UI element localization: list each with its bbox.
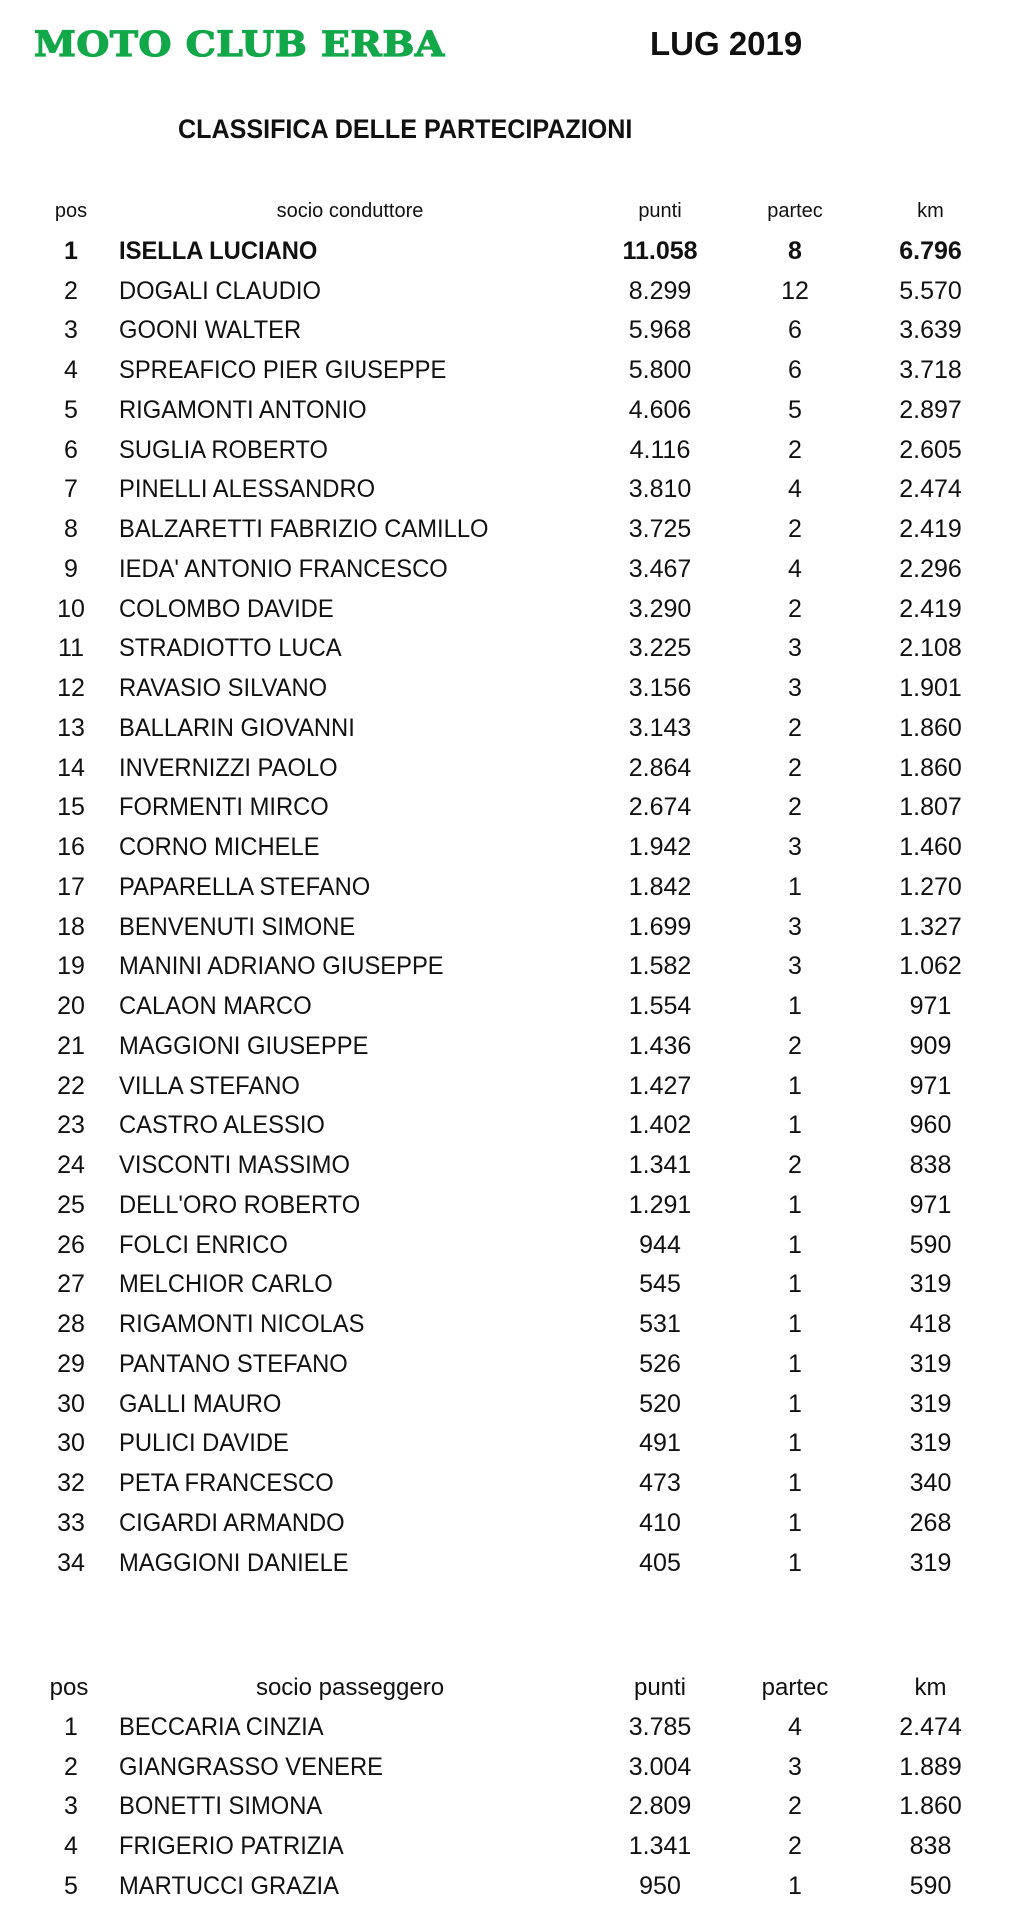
cell-partec: 2 <box>788 435 802 464</box>
cell-partec: 1 <box>788 1111 802 1140</box>
cell-partec: 6 <box>788 316 802 345</box>
table-row <box>0 1385 1028 1425</box>
cell-km: 268 <box>909 1508 952 1537</box>
passengers-table-body <box>0 1708 1028 1907</box>
cell-pos: 33 <box>57 1508 85 1537</box>
cell-pos: 5 <box>64 1871 78 1900</box>
cell-km: 2.897 <box>899 395 962 424</box>
cell-pos: 26 <box>57 1230 85 1259</box>
cell-pos: 3 <box>64 1792 78 1821</box>
cell-partec: 1 <box>788 1270 802 1299</box>
cell-partec: 1 <box>788 1389 802 1418</box>
cell-partec: 3 <box>788 912 802 941</box>
column-header-name: socio conduttore <box>276 200 424 222</box>
passengers-table-header <box>0 1668 1028 1708</box>
table-row <box>0 788 1028 828</box>
cell-km: 340 <box>909 1469 952 1497</box>
cell-km: 418 <box>909 1310 952 1338</box>
cell-punti: 3.290 <box>628 594 692 623</box>
cell-pos: 7 <box>64 475 78 504</box>
table-row <box>0 391 1028 431</box>
cell-name: MAGGIONI DANIELE <box>119 1548 349 1577</box>
cell-pos: 15 <box>57 793 85 822</box>
cell-punti: 1.402 <box>628 1111 692 1140</box>
drivers-table <box>0 192 1028 1583</box>
cell-km: 2.605 <box>899 435 962 464</box>
cell-pos: 3 <box>64 316 78 345</box>
table-row <box>0 908 1028 948</box>
cell-name: FRIGERIO PATRIZIA <box>119 1832 344 1860</box>
cell-km: 2.419 <box>899 515 962 543</box>
table-row <box>0 1186 1028 1226</box>
cell-pos: 25 <box>57 1190 85 1219</box>
cell-km: 909 <box>909 1031 952 1060</box>
cell-partec: 4 <box>788 475 802 504</box>
cell-pos: 19 <box>57 952 85 981</box>
column-header-partec: partec <box>767 200 823 222</box>
cell-partec: 2 <box>788 1151 802 1179</box>
cell-name: PULICI DAVIDE <box>119 1429 289 1458</box>
cell-pos: 20 <box>57 992 85 1020</box>
cell-partec: 6 <box>788 356 802 384</box>
table-row <box>0 1146 1028 1186</box>
cell-km: 319 <box>909 1548 952 1577</box>
cell-partec: 1 <box>788 1190 802 1219</box>
cell-pos: 11 <box>58 634 84 663</box>
cell-partec: 3 <box>788 634 802 663</box>
cell-partec: 3 <box>788 1752 802 1781</box>
cell-km: 590 <box>909 1871 952 1900</box>
table-row <box>0 987 1028 1027</box>
cell-punti: 3.225 <box>628 634 692 663</box>
cell-punti: 526 <box>639 1349 681 1378</box>
cell-km: 1.860 <box>899 1792 962 1821</box>
cell-pos: 16 <box>57 833 85 861</box>
cell-punti: 1.291 <box>628 1190 692 1219</box>
cell-partec: 5 <box>788 395 802 424</box>
cell-pos: 8 <box>64 515 78 543</box>
cell-partec: 4 <box>788 554 802 583</box>
cell-partec: 3 <box>788 833 802 861</box>
cell-pos: 12 <box>57 674 85 702</box>
cell-name: MANINI ADRIANO GIUSEPPE <box>119 952 444 981</box>
table-row <box>0 669 1028 709</box>
cell-name: GIANGRASSO VENERE <box>119 1752 383 1781</box>
table-row <box>0 1748 1028 1788</box>
cell-name: CASTRO ALESSIO <box>119 1111 325 1140</box>
cell-name: VILLA STEFANO <box>119 1071 300 1100</box>
table-row <box>0 868 1028 908</box>
cell-punti: 3.725 <box>628 515 692 543</box>
cell-pos: 27 <box>57 1270 85 1299</box>
cell-name: DOGALI CLAUDIO <box>119 276 321 305</box>
cell-km: 960 <box>909 1111 952 1140</box>
cell-pos: 1 <box>64 236 78 265</box>
drivers-table-body <box>0 232 1028 1584</box>
cell-punti: 473 <box>639 1469 681 1497</box>
cell-punti: 5.968 <box>628 316 692 345</box>
cell-punti: 1.842 <box>628 872 692 901</box>
cell-partec: 1 <box>788 1349 802 1378</box>
cell-name: BALLARIN GIOVANNI <box>119 713 355 742</box>
cell-km: 1.807 <box>899 793 962 822</box>
cell-punti: 1.427 <box>628 1071 692 1100</box>
cell-pos: 30 <box>57 1389 85 1418</box>
cell-punti: 531 <box>639 1310 681 1338</box>
cell-punti: 1.341 <box>628 1151 692 1179</box>
cell-km: 971 <box>909 1190 952 1219</box>
table-row <box>0 470 1028 510</box>
cell-km: 5.570 <box>899 276 962 305</box>
cell-pos: 4 <box>64 1832 78 1860</box>
cell-partec: 4 <box>788 1712 802 1741</box>
cell-km: 6.796 <box>899 236 962 265</box>
cell-punti: 2.864 <box>628 753 692 782</box>
table-row <box>0 1424 1028 1464</box>
table-row <box>0 1827 1028 1867</box>
cell-km: 1.901 <box>899 674 962 702</box>
cell-punti: 950 <box>639 1871 681 1900</box>
cell-name: PINELLI ALESSANDRO <box>119 475 376 504</box>
table-row <box>0 311 1028 351</box>
club-logo-title: MOTO CLUB ERBA <box>34 24 445 65</box>
cell-partec: 8 <box>788 236 802 265</box>
cell-name: PETA FRANCESCO <box>119 1469 334 1497</box>
cell-punti: 1.582 <box>628 952 692 981</box>
table-row <box>0 1226 1028 1266</box>
cell-pos: 28 <box>57 1310 85 1338</box>
cell-punti: 2.674 <box>628 793 692 822</box>
cell-km: 1.460 <box>899 833 962 861</box>
period-label: LUG 2019 <box>650 25 803 62</box>
cell-partec: 1 <box>788 1310 802 1338</box>
cell-name: MELCHIOR CARLO <box>119 1270 333 1299</box>
cell-partec: 1 <box>788 992 802 1020</box>
table-row <box>0 1265 1028 1305</box>
cell-partec: 12 <box>781 276 809 305</box>
table-row <box>0 272 1028 312</box>
cell-km: 2.474 <box>899 475 962 504</box>
cell-partec: 1 <box>788 1548 802 1577</box>
cell-pos: 13 <box>57 713 85 742</box>
table-row <box>0 1027 1028 1067</box>
cell-punti: 405 <box>639 1548 681 1577</box>
cell-name: CALAON MARCO <box>119 992 312 1020</box>
cell-km: 1.062 <box>899 952 962 981</box>
cell-name: BENVENUTI SIMONE <box>119 912 356 941</box>
cell-pos: 18 <box>57 912 85 941</box>
cell-km: 3.718 <box>899 356 962 384</box>
cell-partec: 2 <box>788 793 802 822</box>
cell-punti: 520 <box>639 1389 681 1418</box>
table-row <box>0 1544 1028 1584</box>
cell-name: COLOMBO DAVIDE <box>119 594 334 623</box>
cell-partec: 2 <box>788 1792 802 1821</box>
table-row <box>0 629 1028 669</box>
table-row <box>0 828 1028 868</box>
cell-name: RAVASIO SILVANO <box>119 674 328 702</box>
cell-name: RIGAMONTI NICOLAS <box>119 1310 365 1338</box>
column-header-punti: punti <box>633 1674 687 1701</box>
cell-punti: 545 <box>639 1270 681 1299</box>
table-row <box>0 709 1028 749</box>
cell-punti: 410 <box>639 1508 681 1537</box>
cell-name: PAPARELLA STEFANO <box>119 872 371 901</box>
cell-punti: 491 <box>639 1429 681 1458</box>
cell-partec: 1 <box>788 1871 802 1900</box>
table-row <box>0 1708 1028 1748</box>
cell-pos: 23 <box>57 1111 85 1140</box>
table-row <box>0 749 1028 789</box>
column-header-name: socio passeggero <box>255 1674 445 1701</box>
table-row <box>0 351 1028 391</box>
cell-name: DELL'ORO ROBERTO <box>119 1190 361 1219</box>
table-row <box>0 590 1028 630</box>
cell-punti: 5.800 <box>628 356 692 384</box>
table-row <box>0 1464 1028 1504</box>
cell-partec: 1 <box>788 1071 802 1100</box>
cell-name: GALLI MAURO <box>119 1389 282 1418</box>
cell-punti: 3.785 <box>628 1712 692 1741</box>
cell-name: SUGLIA ROBERTO <box>119 435 328 464</box>
cell-km: 1.860 <box>899 753 962 782</box>
column-header-partec: partec <box>761 1674 829 1701</box>
cell-pos: 2 <box>64 276 78 305</box>
table-row <box>0 1345 1028 1385</box>
cell-km: 971 <box>909 992 952 1020</box>
cell-name: CIGARDI ARMANDO <box>119 1508 345 1537</box>
cell-name: IEDA' ANTONIO FRANCESCO <box>119 554 448 583</box>
cell-punti: 4.116 <box>629 435 691 464</box>
cell-punti: 1.436 <box>628 1031 692 1060</box>
cell-name: FOLCI ENRICO <box>119 1230 288 1259</box>
cell-partec: 2 <box>788 594 802 623</box>
cell-punti: 3.467 <box>628 554 692 583</box>
cell-km: 838 <box>909 1151 952 1179</box>
cell-partec: 1 <box>788 1469 802 1497</box>
table-row <box>0 1787 1028 1827</box>
cell-km: 3.639 <box>899 316 962 345</box>
cell-pos: 24 <box>57 1151 85 1179</box>
cell-km: 1.327 <box>899 912 962 941</box>
cell-partec: 2 <box>788 1832 802 1860</box>
cell-partec: 2 <box>788 713 802 742</box>
cell-km: 838 <box>909 1832 952 1860</box>
cell-partec: 1 <box>788 872 802 901</box>
column-header-pos: pos <box>54 200 88 222</box>
cell-pos: 29 <box>57 1349 85 1378</box>
cell-km: 1.889 <box>899 1752 962 1781</box>
cell-punti: 3.004 <box>628 1752 692 1781</box>
cell-km: 971 <box>909 1071 952 1100</box>
cell-punti: 2.809 <box>628 1792 692 1821</box>
cell-pos: 10 <box>57 594 85 623</box>
cell-pos: 14 <box>57 753 85 782</box>
cell-name: CORNO MICHELE <box>119 833 320 861</box>
cell-name: INVERNIZZI PAOLO <box>119 753 338 782</box>
cell-pos: 9 <box>64 554 78 583</box>
cell-name: SPREAFICO PIER GIUSEPPE <box>119 356 447 384</box>
cell-partec: 2 <box>788 515 802 543</box>
cell-punti: 1.554 <box>628 992 692 1020</box>
cell-name: ISELLA LUCIANO <box>119 236 318 265</box>
cell-punti: 3.143 <box>628 713 692 742</box>
cell-pos: 32 <box>57 1469 85 1497</box>
cell-km: 590 <box>909 1230 952 1259</box>
drivers-table-header <box>0 192 1028 232</box>
cell-pos: 4 <box>64 356 78 384</box>
cell-name: PANTANO STEFANO <box>119 1349 348 1378</box>
cell-pos: 30 <box>57 1429 85 1458</box>
cell-km: 2.419 <box>899 594 962 623</box>
column-header-km: km <box>917 200 944 222</box>
cell-name: MAGGIONI GIUSEPPE <box>119 1031 369 1060</box>
cell-name: BECCARIA CINZIA <box>119 1712 324 1741</box>
cell-partec: 2 <box>788 1031 802 1060</box>
table-row <box>0 1067 1028 1107</box>
cell-km: 1.270 <box>899 872 962 901</box>
column-header-km: km <box>914 1674 947 1701</box>
table-row <box>0 1867 1028 1907</box>
table-row <box>0 550 1028 590</box>
cell-punti: 8.299 <box>628 276 692 305</box>
cell-pos: 1 <box>64 1712 78 1741</box>
cell-km: 319 <box>909 1349 952 1378</box>
cell-name: RIGAMONTI ANTONIO <box>119 395 367 424</box>
cell-partec: 1 <box>788 1429 802 1458</box>
cell-punti: 1.341 <box>628 1832 692 1860</box>
cell-pos: 6 <box>64 435 78 464</box>
cell-km: 319 <box>909 1270 952 1299</box>
cell-punti: 1.942 <box>628 833 692 861</box>
cell-name: MARTUCCI GRAZIA <box>119 1871 339 1900</box>
cell-name: GOONI WALTER <box>119 316 302 345</box>
cell-km: 2.296 <box>899 554 962 583</box>
cell-km: 2.108 <box>899 634 962 663</box>
cell-pos: 17 <box>57 872 85 901</box>
table-row <box>0 1504 1028 1544</box>
cell-partec: 1 <box>788 1230 802 1259</box>
cell-partec: 2 <box>788 753 802 782</box>
column-header-punti: punti <box>638 200 682 222</box>
cell-pos: 21 <box>57 1031 85 1060</box>
cell-km: 2.474 <box>899 1712 962 1741</box>
table-row <box>0 510 1028 550</box>
cell-name: VISCONTI MASSIMO <box>119 1151 350 1179</box>
cell-pos: 34 <box>57 1548 85 1577</box>
cell-punti: 3.156 <box>628 674 692 702</box>
table-row <box>0 232 1028 272</box>
cell-partec: 1 <box>788 1508 802 1537</box>
cell-punti: 1.699 <box>628 912 692 941</box>
cell-name: BALZARETTI FABRIZIO CAMILLO <box>119 515 489 543</box>
cell-punti: 3.810 <box>628 475 692 504</box>
cell-pos: 2 <box>64 1752 78 1781</box>
cell-pos: 22 <box>57 1071 85 1100</box>
column-header-pos: pos <box>49 1674 89 1701</box>
cell-punti: 4.606 <box>628 395 692 424</box>
cell-pos: 5 <box>64 395 78 424</box>
page-subtitle: CLASSIFICA DELLE PARTECIPAZIONI <box>178 114 633 144</box>
cell-partec: 3 <box>788 674 802 702</box>
table-row <box>0 947 1028 987</box>
cell-name: STRADIOTTO LUCA <box>119 634 342 663</box>
table-row <box>0 1305 1028 1345</box>
cell-punti: 11.058 <box>622 236 698 265</box>
cell-km: 319 <box>909 1429 952 1458</box>
cell-name: FORMENTI MIRCO <box>119 793 329 822</box>
cell-name: BONETTI SIMONA <box>119 1792 323 1821</box>
table-row <box>0 431 1028 471</box>
table-row <box>0 1106 1028 1146</box>
passengers-table <box>0 1668 1028 1907</box>
cell-km: 1.860 <box>899 713 962 742</box>
cell-punti: 944 <box>639 1230 681 1259</box>
cell-partec: 3 <box>788 952 802 981</box>
cell-km: 319 <box>909 1389 952 1418</box>
